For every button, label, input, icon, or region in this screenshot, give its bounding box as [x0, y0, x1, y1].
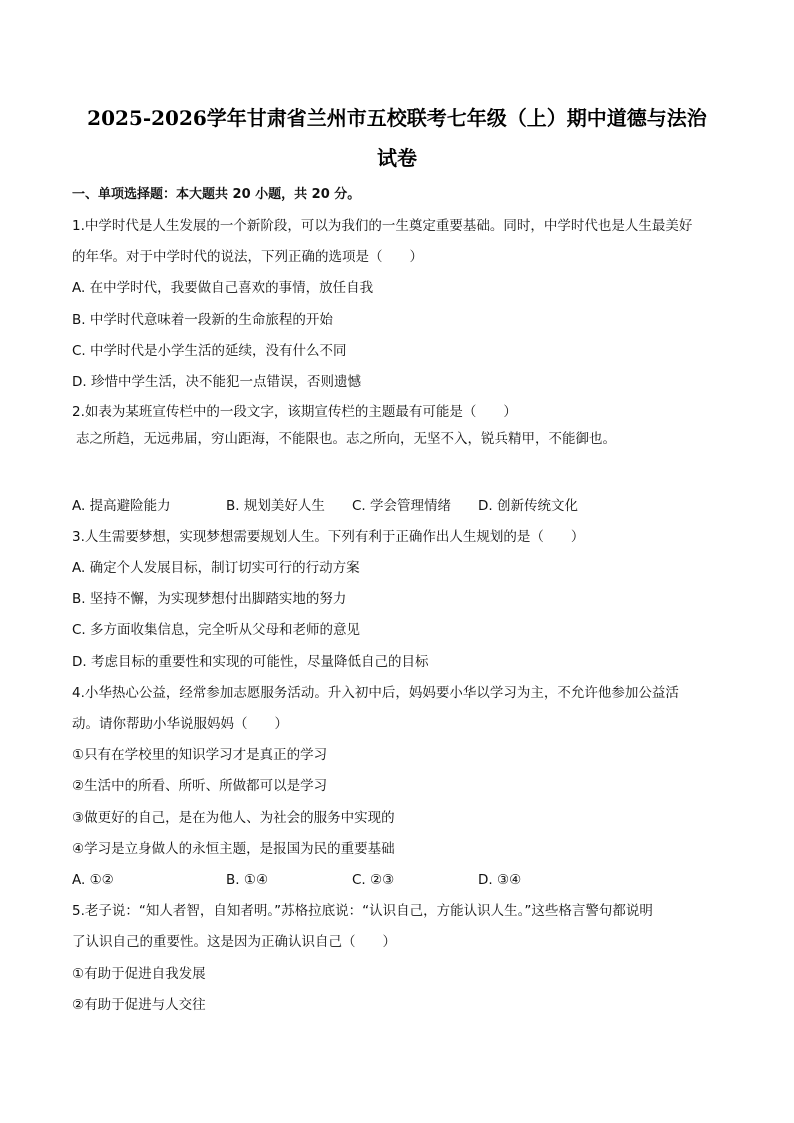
q4-statement-3: ③做更好的自己，是在为他人、为社会的服务中实现的	[72, 810, 395, 826]
q4-statement-2: ②生活中的所看、所听、所做都可以是学习	[72, 778, 328, 794]
q5-stem-line2: 了认识自己的重要性。这是因为正确认识自己（ ）	[72, 934, 396, 950]
q2-option-d: D. 创新传统文化	[478, 498, 578, 514]
q1-stem-line2: 的年华。对于中学时代的说法，下列正确的选项是（ ）	[72, 249, 423, 265]
q2-quote: 志之所趋，无远弗届，穷山距海，不能限也。志之所向，无坚不入，锐兵精甲，不能御也。	[76, 431, 616, 447]
section-heading: 一、单项选择题：本大题共 20 小题，共 20 分。	[72, 187, 361, 202]
q4-statement-1: ①只有在学校里的知识学习才是真正的学习	[72, 747, 328, 763]
q3-option-b: B. 坚持不懈，为实现梦想付出脚踏实地的努力	[72, 591, 347, 607]
exam-title-line1: 2025-2026学年甘肃省兰州市五校联考七年级（上）期中道德与法治	[87, 106, 707, 130]
q3-option-c: C. 多方面收集信息，完全听从父母和老师的意见	[72, 622, 361, 638]
q5-stem-line1: 5.老子说：“知人者智，自知者明。”苏格拉底说：“认识自己，方能认识人生。”这些格言警句都说明	[72, 903, 653, 919]
q4-option-d: D. ③④	[478, 872, 522, 888]
q3-stem: 3.人生需要梦想，实现梦想需要规划人生。下列有利于正确作出人生规划的是（ ）	[72, 529, 585, 545]
q4-option-c: C. ②③	[352, 872, 395, 888]
q4-option-a: A. ①②	[72, 872, 114, 888]
q2-option-b: B. 规划美好人生	[226, 498, 325, 514]
q1-option-c: C. 中学时代是小学生活的延续，没有什么不同	[72, 343, 347, 359]
q4-statement-4: ④学习是立身做人的永恒主题，是报国为民的重要基础	[72, 841, 395, 857]
q2-option-a: A. 提高避险能力	[72, 498, 171, 514]
q5-statement-2: ②有助于促进与人交往	[72, 997, 206, 1013]
q1-option-b: B. 中学时代意味着一段新的生命旅程的开始	[72, 312, 333, 328]
q2-stem: 2.如表为某班宣传栏中的一段文字，该期宣传栏的主题最有可能是（ ）	[72, 404, 517, 420]
q1-option-a: A. 在中学时代，我要做自己喜欢的事情，放任自我	[72, 280, 374, 296]
q5-statement-1: ①有助于促进自我发展	[72, 966, 206, 982]
q2-option-c: C. 学会管理情绪	[352, 498, 452, 514]
q4-option-b: B. ①④	[226, 872, 269, 888]
q3-option-d: D. 考虑目标的重要性和实现的可能性，尽量降低自己的目标	[72, 654, 429, 670]
exam-title-line2: 试卷	[377, 146, 417, 170]
q1-stem-line1: 1.中学时代是人生发展的一个新阶段，可以为我们的一生奠定重要基础。同时，中学时代也是人生最美好	[72, 218, 693, 234]
q1-option-d: D. 珍惜中学生活，决不能犯一点错误，否则遗憾	[72, 374, 361, 390]
q4-stem-line2: 动。请你帮助小华说服妈妈（ ）	[72, 716, 288, 732]
q3-option-a: A. 确定个人发展目标，制订切实可行的行动方案	[72, 560, 360, 576]
q4-stem-line1: 4.小华热心公益，经常参加志愿服务活动。升入初中后，妈妈要小华以学习为主，不允许他参加公益活	[72, 685, 679, 701]
